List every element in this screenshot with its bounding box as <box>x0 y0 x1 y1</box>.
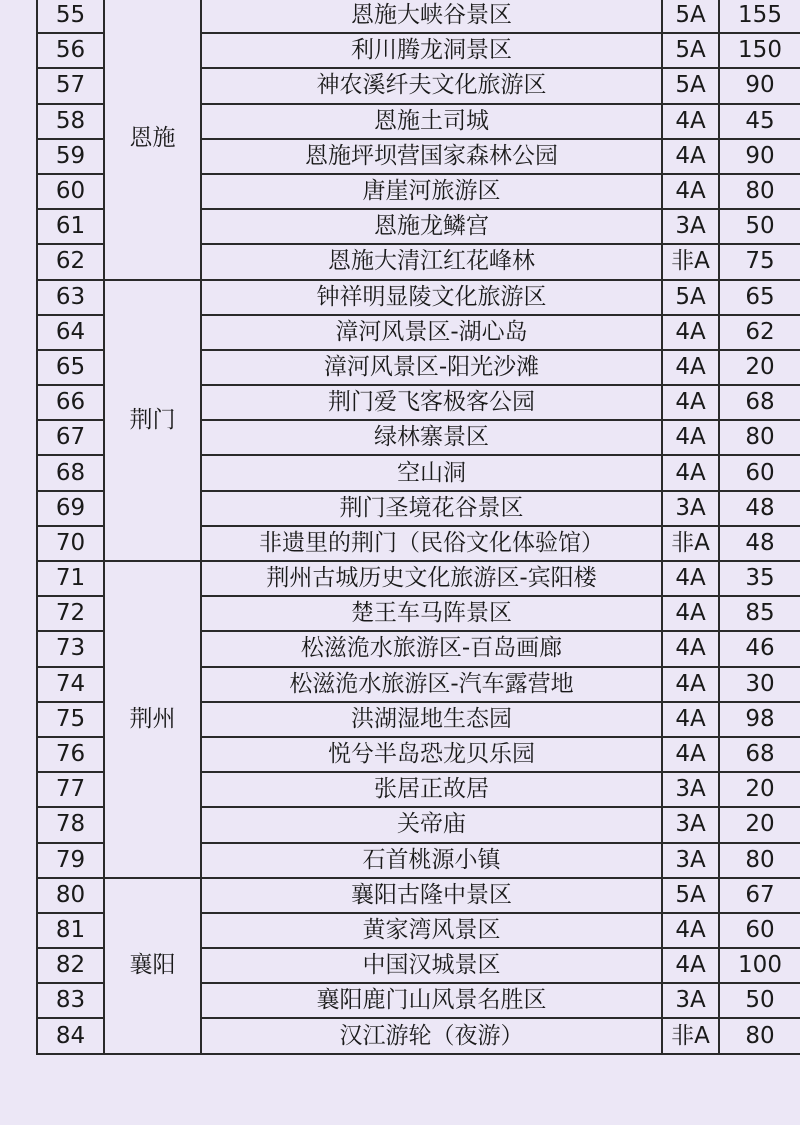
price-cell: 20 <box>719 807 800 842</box>
scenic-spot-name: 非遗里的荆门（民俗文化体验馆） <box>201 526 662 561</box>
scenic-spot-name: 襄阳鹿门山风景名胜区 <box>201 983 662 1018</box>
scenic-spot-name: 空山洞 <box>201 455 662 490</box>
grade-cell: 5A <box>662 0 719 33</box>
grade-cell: 3A <box>662 807 719 842</box>
row-number: 64 <box>37 315 104 350</box>
grade-cell: 3A <box>662 843 719 878</box>
grade-cell: 5A <box>662 280 719 315</box>
scenic-spot-name: 黄家湾风景区 <box>201 913 662 948</box>
scenic-spot-name: 荆门爱飞客极客公园 <box>201 385 662 420</box>
scenic-spot-name: 恩施土司城 <box>201 104 662 139</box>
scenic-spot-name: 襄阳古隆中景区 <box>201 878 662 913</box>
city-cell: 荆州 <box>104 561 201 878</box>
grade-cell: 非A <box>662 1018 719 1053</box>
grade-cell: 4A <box>662 350 719 385</box>
price-cell: 48 <box>719 491 800 526</box>
grade-cell: 非A <box>662 526 719 561</box>
grade-cell: 非A <box>662 244 719 279</box>
price-cell: 35 <box>719 561 800 596</box>
price-cell: 100 <box>719 948 800 983</box>
row-number: 61 <box>37 209 104 244</box>
grade-cell: 4A <box>662 420 719 455</box>
grade-cell: 4A <box>662 631 719 666</box>
row-number: 71 <box>37 561 104 596</box>
row-number: 80 <box>37 878 104 913</box>
price-cell: 65 <box>719 280 800 315</box>
row-number: 83 <box>37 983 104 1018</box>
price-cell: 50 <box>719 209 800 244</box>
city-cell: 恩施 <box>104 0 201 280</box>
price-cell: 50 <box>719 983 800 1018</box>
row-number: 73 <box>37 631 104 666</box>
price-cell: 20 <box>719 772 800 807</box>
scenic-spot-name: 汉江游轮（夜游） <box>201 1018 662 1053</box>
price-cell: 98 <box>719 702 800 737</box>
price-cell: 155 <box>719 0 800 33</box>
price-cell: 80 <box>719 1018 800 1053</box>
grade-cell: 4A <box>662 385 719 420</box>
scenic-spot-name: 关帝庙 <box>201 807 662 842</box>
row-number: 78 <box>37 807 104 842</box>
scenic-spot-name: 悦兮半岛恐龙贝乐园 <box>201 737 662 772</box>
scenic-spot-name: 恩施坪坝营国家森林公园 <box>201 139 662 174</box>
row-number: 57 <box>37 68 104 103</box>
row-number: 59 <box>37 139 104 174</box>
grade-cell: 4A <box>662 948 719 983</box>
price-cell: 67 <box>719 878 800 913</box>
price-cell: 75 <box>719 244 800 279</box>
scenic-spot-name: 恩施大清江红花峰林 <box>201 244 662 279</box>
scenic-spot-name: 荆州古城历史文化旅游区-宾阳楼 <box>201 561 662 596</box>
row-number: 55 <box>37 0 104 33</box>
scenic-spot-name: 张居正故居 <box>201 772 662 807</box>
grade-cell: 3A <box>662 772 719 807</box>
row-number: 67 <box>37 420 104 455</box>
grade-cell: 4A <box>662 737 719 772</box>
grade-cell: 4A <box>662 561 719 596</box>
grade-cell: 4A <box>662 315 719 350</box>
table-row <box>37 0 800 33</box>
row-number: 84 <box>37 1018 104 1053</box>
grade-cell: 5A <box>662 878 719 913</box>
price-cell: 80 <box>719 843 800 878</box>
scenic-spot-name: 漳河风景区-湖心岛 <box>201 315 662 350</box>
price-cell: 90 <box>719 68 800 103</box>
grade-cell: 4A <box>662 139 719 174</box>
scenic-spot-table <box>36 0 800 1055</box>
price-cell: 90 <box>719 139 800 174</box>
scenic-spot-name: 漳河风景区-阳光沙滩 <box>201 350 662 385</box>
grade-cell: 4A <box>662 913 719 948</box>
city-cell: 襄阳 <box>104 878 201 1054</box>
row-number: 69 <box>37 491 104 526</box>
table-row <box>37 561 800 596</box>
grade-cell: 5A <box>662 33 719 68</box>
row-number: 65 <box>37 350 104 385</box>
row-number: 70 <box>37 526 104 561</box>
grade-cell: 3A <box>662 209 719 244</box>
scenic-spot-name: 松滋洈水旅游区-百岛画廊 <box>201 631 662 666</box>
city-cell: 荆门 <box>104 280 201 562</box>
price-cell: 68 <box>719 737 800 772</box>
price-cell: 20 <box>719 350 800 385</box>
price-cell: 45 <box>719 104 800 139</box>
grade-cell: 4A <box>662 667 719 702</box>
grade-cell: 5A <box>662 68 719 103</box>
price-cell: 80 <box>719 174 800 209</box>
price-cell: 60 <box>719 455 800 490</box>
row-number: 79 <box>37 843 104 878</box>
scenic-spot-name: 荆门圣境花谷景区 <box>201 491 662 526</box>
row-number: 75 <box>37 702 104 737</box>
row-number: 63 <box>37 280 104 315</box>
scenic-spot-name: 恩施龙鳞宫 <box>201 209 662 244</box>
grade-cell: 3A <box>662 491 719 526</box>
row-number: 72 <box>37 596 104 631</box>
scenic-spot-name: 石首桃源小镇 <box>201 843 662 878</box>
row-number: 82 <box>37 948 104 983</box>
price-cell: 150 <box>719 33 800 68</box>
scenic-spot-name: 松滋洈水旅游区-汽车露营地 <box>201 667 662 702</box>
row-number: 58 <box>37 104 104 139</box>
price-cell: 85 <box>719 596 800 631</box>
price-cell: 80 <box>719 420 800 455</box>
row-number: 68 <box>37 455 104 490</box>
row-number: 77 <box>37 772 104 807</box>
row-number: 66 <box>37 385 104 420</box>
scenic-spot-name: 中国汉城景区 <box>201 948 662 983</box>
table-row <box>37 878 800 913</box>
price-cell: 68 <box>719 385 800 420</box>
row-number: 81 <box>37 913 104 948</box>
row-number: 76 <box>37 737 104 772</box>
scenic-spot-name: 绿林寨景区 <box>201 420 662 455</box>
scenic-spot-name: 恩施大峡谷景区 <box>201 0 662 33</box>
scenic-spot-name: 洪湖湿地生态园 <box>201 702 662 737</box>
grade-cell: 3A <box>662 983 719 1018</box>
grade-cell: 4A <box>662 174 719 209</box>
grade-cell: 4A <box>662 596 719 631</box>
price-cell: 62 <box>719 315 800 350</box>
scenic-spot-name: 唐崖河旅游区 <box>201 174 662 209</box>
price-cell: 30 <box>719 667 800 702</box>
grade-cell: 4A <box>662 455 719 490</box>
grade-cell: 4A <box>662 104 719 139</box>
table-body <box>37 0 800 1054</box>
row-number: 60 <box>37 174 104 209</box>
grade-cell: 4A <box>662 702 719 737</box>
price-cell: 60 <box>719 913 800 948</box>
row-number: 56 <box>37 33 104 68</box>
scenic-spot-name: 楚王车马阵景区 <box>201 596 662 631</box>
scenic-spot-name: 利川腾龙洞景区 <box>201 33 662 68</box>
scenic-spot-name: 钟祥明显陵文化旅游区 <box>201 280 662 315</box>
table-row <box>37 280 800 315</box>
row-number: 74 <box>37 667 104 702</box>
price-cell: 46 <box>719 631 800 666</box>
price-cell: 48 <box>719 526 800 561</box>
scenic-spot-name: 神农溪纤夫文化旅游区 <box>201 68 662 103</box>
row-number: 62 <box>37 244 104 279</box>
